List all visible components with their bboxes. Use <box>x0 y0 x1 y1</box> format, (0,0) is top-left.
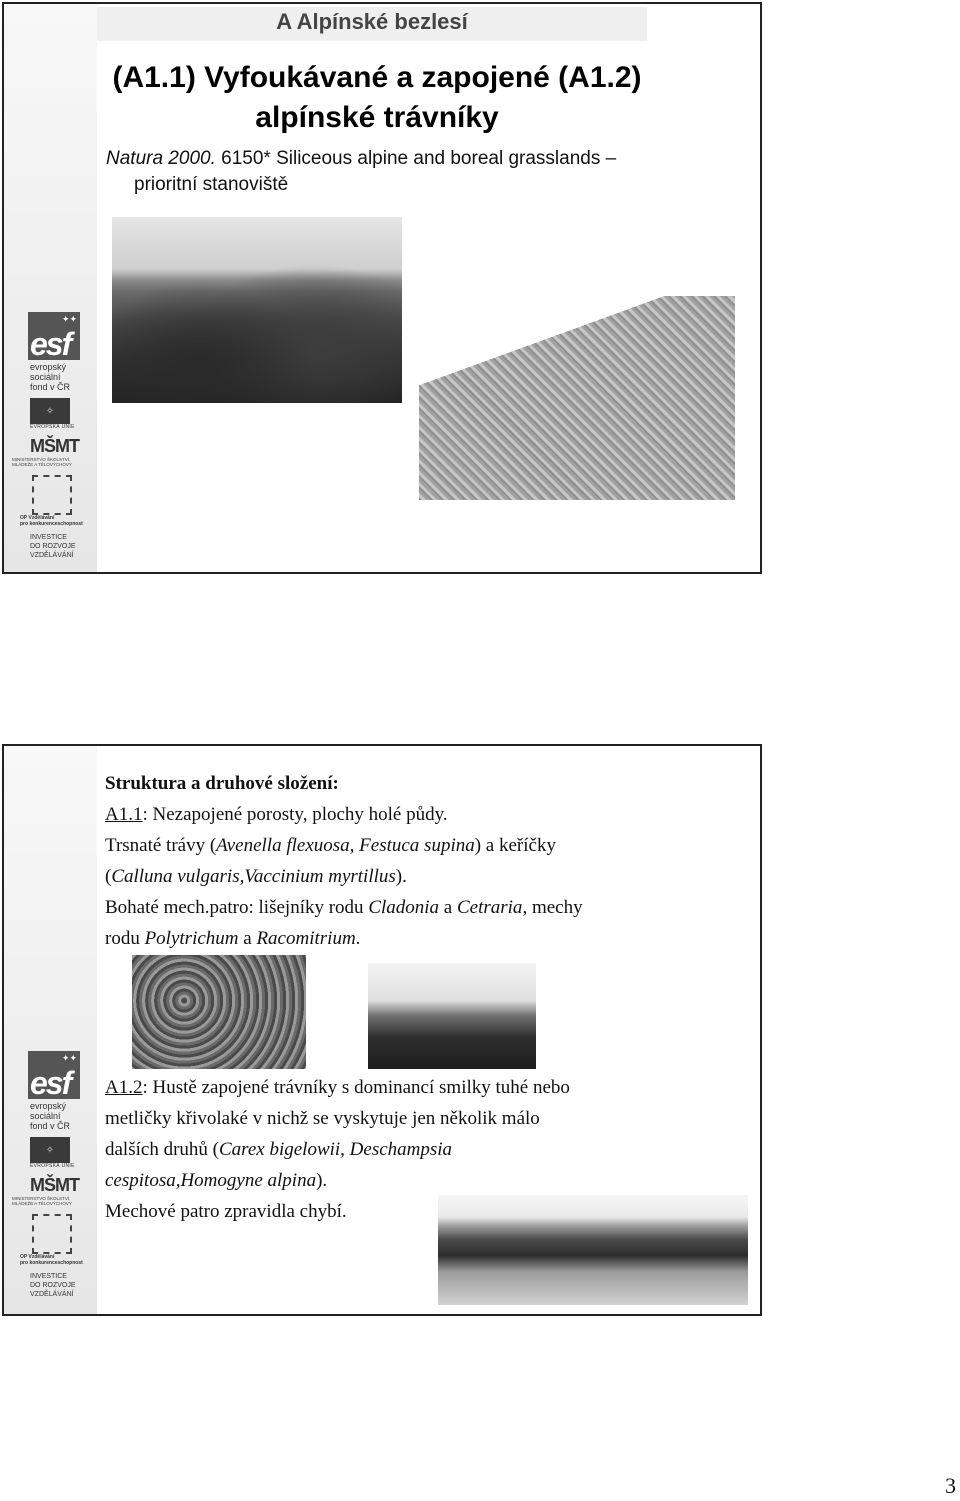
op-logo-icon <box>32 1214 72 1254</box>
composition-heading: Struktura a druhové složení: <box>105 773 339 794</box>
sidebar <box>4 746 97 1314</box>
grasses-paragraph <box>105 830 755 892</box>
op-logo-icon <box>32 475 72 515</box>
composition-text <box>105 768 755 954</box>
page-number: 3 <box>945 1473 956 1498</box>
esf-caption-line: sociální <box>30 372 61 382</box>
esf-caption <box>30 1101 92 1131</box>
eu-label: EVROPSKÁ UNIE <box>30 424 75 430</box>
subtitle-priority: prioritní stanoviště <box>134 174 289 195</box>
esf-caption-line: evropský <box>30 362 67 372</box>
msmt-caption-line: MLÁDEŽE A TĚLOVÝCHOVY <box>12 462 72 467</box>
text-run: rodu <box>105 928 145 949</box>
sidebar <box>4 4 97 572</box>
esf-caption-line: fond v ČR <box>30 1121 71 1131</box>
esf-logo <box>28 312 80 360</box>
msmt-caption <box>12 1196 92 1206</box>
section-title: A Alpínské bezlesí <box>276 9 468 34</box>
text-run: ). <box>395 866 407 887</box>
esf-caption-line: fond v ČR <box>30 382 71 392</box>
species-name: Carex bigelowii, Deschampsia <box>218 1139 453 1160</box>
invest-logo <box>30 1272 92 1299</box>
genus-name: Cladonia <box>368 897 440 918</box>
op-caption-line: pro konkurenceschopnost <box>20 521 83 527</box>
stars-icon: ✦✦ <box>61 314 77 324</box>
esf-caption <box>30 362 92 392</box>
msmt-caption-line: MINISTERSTVO ŠKOLSTVÍ, <box>12 1196 71 1201</box>
invest-line: INVESTICE <box>30 534 67 541</box>
esf-logo-text: esf <box>30 326 71 362</box>
esf-caption-line: sociální <box>30 1111 61 1121</box>
msmt-caption <box>12 457 92 467</box>
moss-absent-text: Mechové patro zpravidla chybí. <box>105 1201 347 1222</box>
op-caption-line: OP Vzdělávání <box>20 1254 55 1260</box>
text-run: dalších druhů ( <box>105 1139 219 1160</box>
text-run: ) a keříčky <box>474 835 556 856</box>
eu-flag-icon: ✧ <box>30 398 70 424</box>
species-name: Calluna vulgaris,Vaccinium myrtillus <box>111 866 396 887</box>
invest-line: VZDĚLÁVÁNÍ <box>30 1291 74 1298</box>
a11-code: A1.1 <box>105 804 143 825</box>
photo-rocky-ground <box>132 955 306 1069</box>
text-run: Bohaté mech.patro: lišejníky rodu <box>105 897 369 918</box>
slide-1 <box>2 2 762 574</box>
msmt-caption-line: MLÁDEŽE A TĚLOVÝCHOVY <box>12 1201 72 1206</box>
photo-dwarf-pine-meadow <box>438 1195 748 1305</box>
text-run: a <box>439 897 457 918</box>
msmt-caption-line: MINISTERSTVO ŠKOLSTVÍ, <box>12 457 71 462</box>
species-name: cespitosa,Homogyne alpina <box>105 1170 317 1191</box>
stars-icon: ✦✦ <box>61 1053 77 1063</box>
esf-logo <box>28 1051 80 1099</box>
genus-name: Racomitrium <box>256 928 356 949</box>
a12-code: A1.2 <box>105 1077 143 1098</box>
esf-logo-text: esf <box>30 1065 71 1101</box>
photo-alpine-landscape <box>112 217 402 403</box>
eu-flag-icon: ✧ <box>30 1137 70 1163</box>
op-caption-line: OP Vzdělávání <box>20 515 55 521</box>
genus-name: Polytrichum <box>144 928 239 949</box>
op-caption-line: pro konkurenceschopnost <box>20 1260 83 1266</box>
text-run: ( <box>105 866 112 887</box>
invest-logo <box>30 533 92 560</box>
slide-2 <box>2 744 762 1316</box>
photo-grass-tussocks <box>368 963 536 1069</box>
text-run: ). <box>316 1170 328 1191</box>
invest-line: VZDĚLÁVÁNÍ <box>30 552 74 559</box>
a12-text: : Hustě zapojené trávníky s dominancí smilky tuhé nebo <box>142 1077 570 1098</box>
photo-scree-slope <box>419 296 735 500</box>
a11-paragraph <box>105 799 755 830</box>
text-run: a <box>238 928 257 949</box>
main-title <box>97 58 657 138</box>
species-name: Avenella flexuosa, Festuca supina <box>216 835 475 856</box>
sidebar-logos <box>10 312 92 560</box>
subtitle <box>106 146 746 198</box>
subtitle-habitat: 6150* Siliceous alpine and boreal grasslands – <box>215 148 617 169</box>
text-run: . <box>355 928 361 949</box>
op-caption <box>20 515 92 527</box>
op-caption <box>20 1254 92 1266</box>
moss-layer-paragraph <box>105 892 755 954</box>
sidebar-logos <box>10 1051 92 1299</box>
a11-text: : Nezapojené porosty, plochy holé půdy. <box>142 804 448 825</box>
msmt-logo: MŠMT <box>30 1175 79 1195</box>
invest-line: DO ROZVOJE <box>30 543 76 550</box>
text-run: metličky křivolaké v nichž se vyskytuje jen několik málo <box>105 1108 540 1129</box>
text-run: , mechy <box>522 897 583 918</box>
main-title-line: (A1.1) Vyfoukávané a zapojené (A1.2) <box>112 61 642 94</box>
eu-label: EVROPSKÁ UNIE <box>30 1163 75 1169</box>
msmt-logo: MŠMT <box>30 436 79 456</box>
invest-line: DO ROZVOJE <box>30 1282 76 1289</box>
invest-line: INVESTICE <box>30 1273 67 1280</box>
subtitle-natura: Natura 2000. <box>106 148 216 169</box>
genus-name: Cetraria <box>456 897 523 918</box>
esf-caption-line: evropský <box>30 1101 67 1111</box>
main-title-line: alpínské trávníky <box>255 101 499 134</box>
text-run: Trsnaté trávy ( <box>105 835 217 856</box>
